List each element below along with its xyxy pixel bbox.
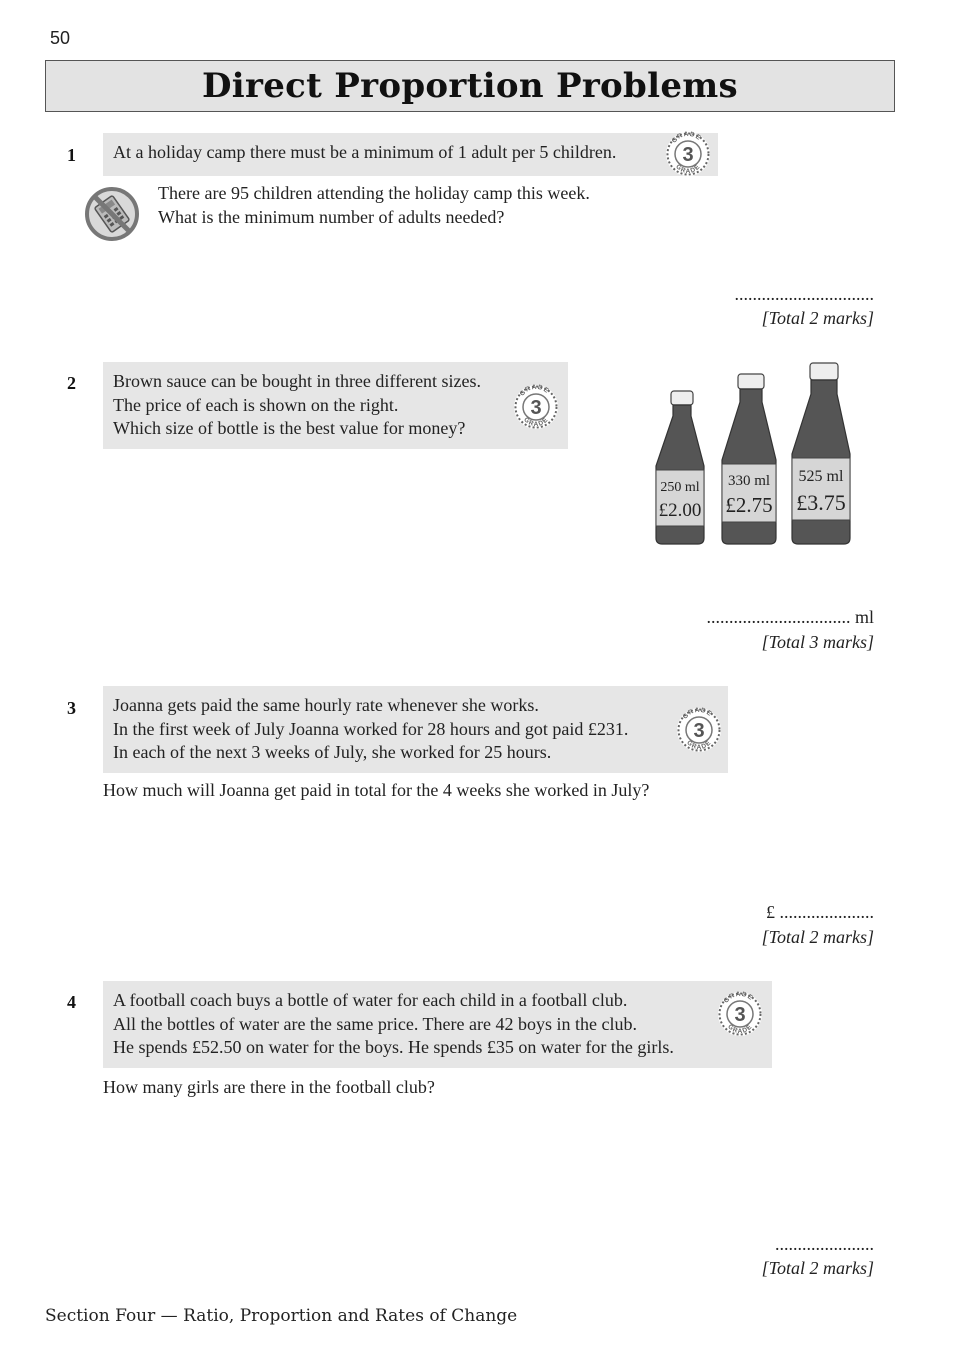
question-line: In each of the next 3 weeks of July, she worked for 25 hours.: [113, 742, 552, 762]
bottle-330ml: [722, 374, 776, 544]
question-line: The price of each is shown on the right.: [113, 394, 399, 415]
grade-number: 3: [734, 1004, 746, 1026]
question-line: All the bottles of water are the same price. There are 42 boys in the club.: [113, 1013, 637, 1034]
page-number: 50: [50, 28, 71, 48]
marks-label: [Total 2 marks]: [761, 927, 874, 947]
grade-badge-icon: [664, 130, 712, 178]
grade-badge-icon: [675, 706, 723, 754]
bottle-250ml: [656, 391, 704, 544]
bottle-size-label: 330 ml: [727, 473, 771, 489]
bottles-illustration: [648, 358, 858, 550]
bottle-size-label: 250 ml: [660, 480, 700, 495]
title-banner: [45, 60, 895, 112]
grade-badge-icon: [716, 990, 764, 1038]
bottle-price-label: £3.75: [796, 490, 846, 515]
marks-label: [Total 2 marks]: [761, 308, 874, 328]
question-line: There are 95 children attending the holiday camp this week.: [158, 183, 590, 203]
question-box: [103, 362, 568, 449]
bottle-price-label: £2.75: [725, 493, 773, 517]
bottle-price-label: £2.00: [658, 500, 702, 521]
grade-number: 3: [693, 720, 705, 742]
answer-line[interactable]: ...............................: [734, 284, 874, 304]
marks-label: [Total 2 marks]: [761, 1258, 874, 1278]
page-title: Direct Proportion Problems: [202, 66, 738, 106]
question-box: [103, 686, 728, 773]
question-number: 2: [67, 373, 76, 393]
question-line: A football coach buys a bottle of water for each child in a football club.: [113, 990, 628, 1010]
section-footer: Section Four — Ratio, Proportion and Rates of Change: [45, 1306, 518, 1326]
question-line: Brown sauce can be bought in three different sizes.: [113, 371, 482, 391]
question-line: How much will Joanna get paid in total for the 4 weeks she worked in July?: [103, 780, 650, 800]
grade-number: 3: [530, 397, 542, 419]
grade-badge-icon: [512, 383, 560, 431]
question-box: [103, 981, 772, 1068]
question-line: How many girls are there in the football club?: [103, 1077, 435, 1097]
answer-line[interactable]: ......................: [775, 1234, 874, 1254]
answer-line[interactable]: £ .....................: [766, 902, 874, 922]
answer-line[interactable]: ................................ ml: [706, 607, 874, 627]
marks-label: [Total 3 marks]: [761, 632, 874, 652]
bottle-525ml: [792, 363, 850, 544]
question-text: [103, 779, 649, 803]
bottle-size-label: 525 ml: [798, 468, 844, 485]
question-text: [103, 1076, 435, 1100]
question-line: Which size of bottle is the best value for money?: [113, 418, 466, 438]
question-line: In the first week of July Joanna worked for 28 hours and got paid £231.: [113, 718, 629, 739]
question-number: 4: [67, 992, 76, 1012]
question-box: [103, 133, 718, 176]
no-calculator-icon: [84, 186, 140, 242]
question-text: [158, 182, 590, 229]
question-number: 3: [67, 698, 76, 718]
question-line: At a holiday camp there must be a minimum of 1 adult per 5 children.: [113, 142, 617, 162]
question-line: What is the minimum number of adults needed?: [158, 206, 505, 227]
question-number: 1: [67, 145, 76, 165]
question-line: Joanna gets paid the same hourly rate whenever she works.: [113, 695, 539, 715]
grade-number: 3: [682, 144, 694, 166]
question-line: He spends £52.50 on water for the boys. He spends £35 on water for the girls.: [113, 1037, 674, 1057]
